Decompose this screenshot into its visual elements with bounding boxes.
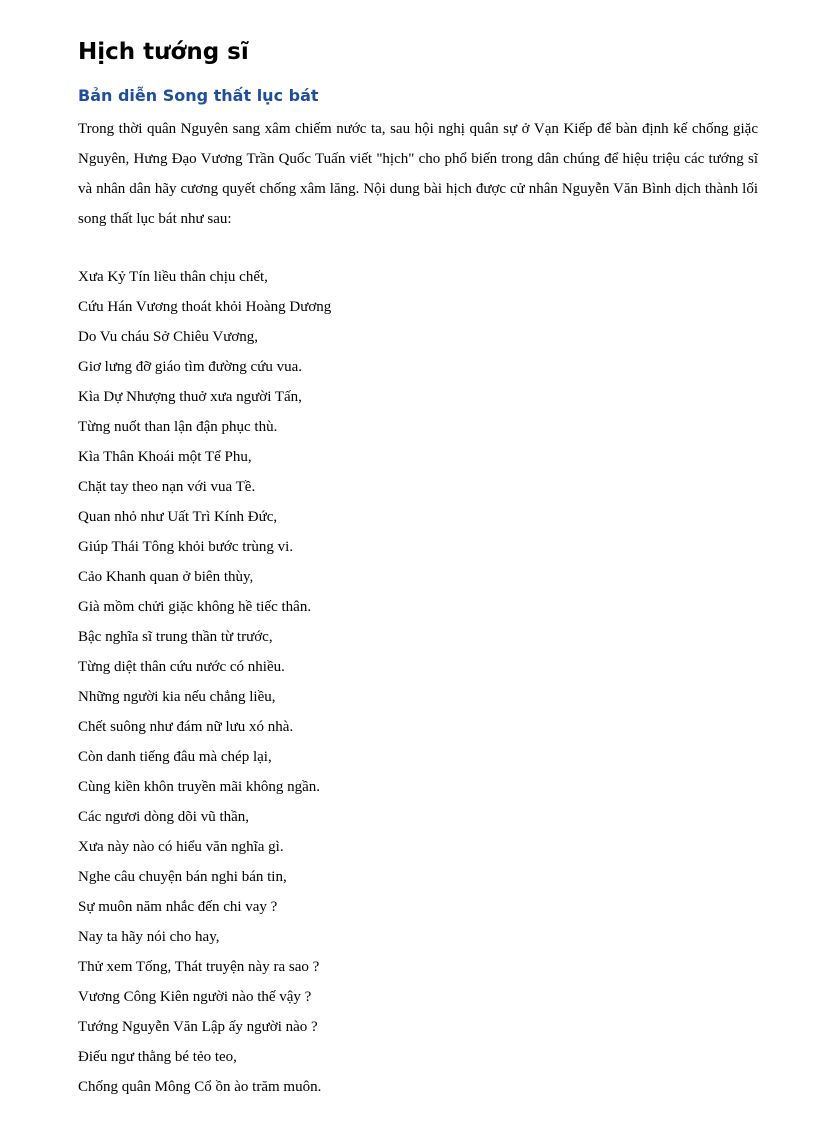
page-title: Hịch tướng sĩ: [78, 39, 249, 65]
poem-line: Nghe câu chuyện bán nghi bán tin,: [78, 869, 287, 885]
poem-line: Chống quân Mông Cổ ồn ào trăm muôn.: [78, 1079, 322, 1095]
poem-line: Xưa Kỷ Tín liều thân chịu chết,: [78, 269, 268, 285]
poem-line: Vương Công Kiên người nào thế vậy ?: [78, 989, 312, 1005]
poem-line: Già mồm chửi giặc không hề tiếc thân.: [78, 599, 312, 615]
poem-line: Chết suông như đám nữ lưu xó nhà.: [78, 719, 294, 735]
poem-line: Kìa Thân Khoái một Tể Phu,: [78, 449, 252, 465]
poem-line: Còn danh tiếng đâu mà chép lại,: [78, 749, 272, 765]
poem-line: Do Vu cháu Sở Chiêu Vương,: [78, 329, 259, 345]
poem-line: Chặt tay theo nạn với vua Tề.: [78, 479, 256, 495]
poem-line: Từng nuốt than lận đận phục thù.: [78, 419, 278, 435]
poem-line: Thử xem Tống, Thát truyện này ra sao ?: [78, 959, 320, 975]
intro-paragraph: Trong thời quân Nguyên sang xâm chiếm nước ta, sau hội nghị quân sự ở Vạn Kiếp để bàn định kế chống giặc Nguyên, Hưng Đạo Vương Trần Quốc Tuấn viết "hịch" cho phổ biến trong dân chúng để hiệu triệu các tướng sĩ và nhân dân hãy cương quyết chống xâm lăng. Nội dung bài hịch được cử nhân Nguyễn Văn Bình dịch thành lối song thất lục bát như sau:: [78, 121, 758, 227]
poem-line: Cứu Hán Vương thoát khỏi Hoàng Dương: [78, 299, 332, 315]
poem-line: Cùng kiền khôn truyền mãi không ngần.: [78, 779, 321, 795]
poem-line: Cảo Khanh quan ở biên thùy,: [78, 569, 254, 585]
poem-line: Các ngươi dòng dõi vũ thần,: [78, 809, 250, 825]
poem-line: Giúp Thái Tông khỏi bước trùng vi.: [78, 539, 294, 555]
poem-line: Những người kia nếu chẳng liều,: [78, 689, 276, 705]
poem-line: Kìa Dự Nhượng thuở xưa người Tấn,: [78, 389, 302, 405]
poem-verses: [78, 262, 331, 1102]
poem-line: Quan nhỏ như Uất Trì Kính Đức,: [78, 509, 278, 525]
poem-line: Từng diệt thân cứu nước có nhiều.: [78, 659, 285, 675]
poem-line: Sự muôn năm nhắc đến chi vay ?: [78, 899, 278, 915]
poem-line: Tướng Nguyễn Văn Lập ấy người nào ?: [78, 1019, 318, 1035]
poem-line: Bậc nghĩa sĩ trung thần từ trước,: [78, 629, 273, 645]
poem-line: Điếu ngư thằng bé tẻo teo,: [78, 1049, 237, 1065]
poem-line: Nay ta hãy nói cho hay,: [78, 929, 220, 945]
poem-line: Giơ lưng đỡ giáo tìm đường cứu vua.: [78, 359, 302, 375]
section-subtitle: Bản diễn Song thất lục bát: [78, 86, 319, 105]
poem-line: Xưa này nào có hiểu văn nghĩa gì.: [78, 839, 284, 855]
